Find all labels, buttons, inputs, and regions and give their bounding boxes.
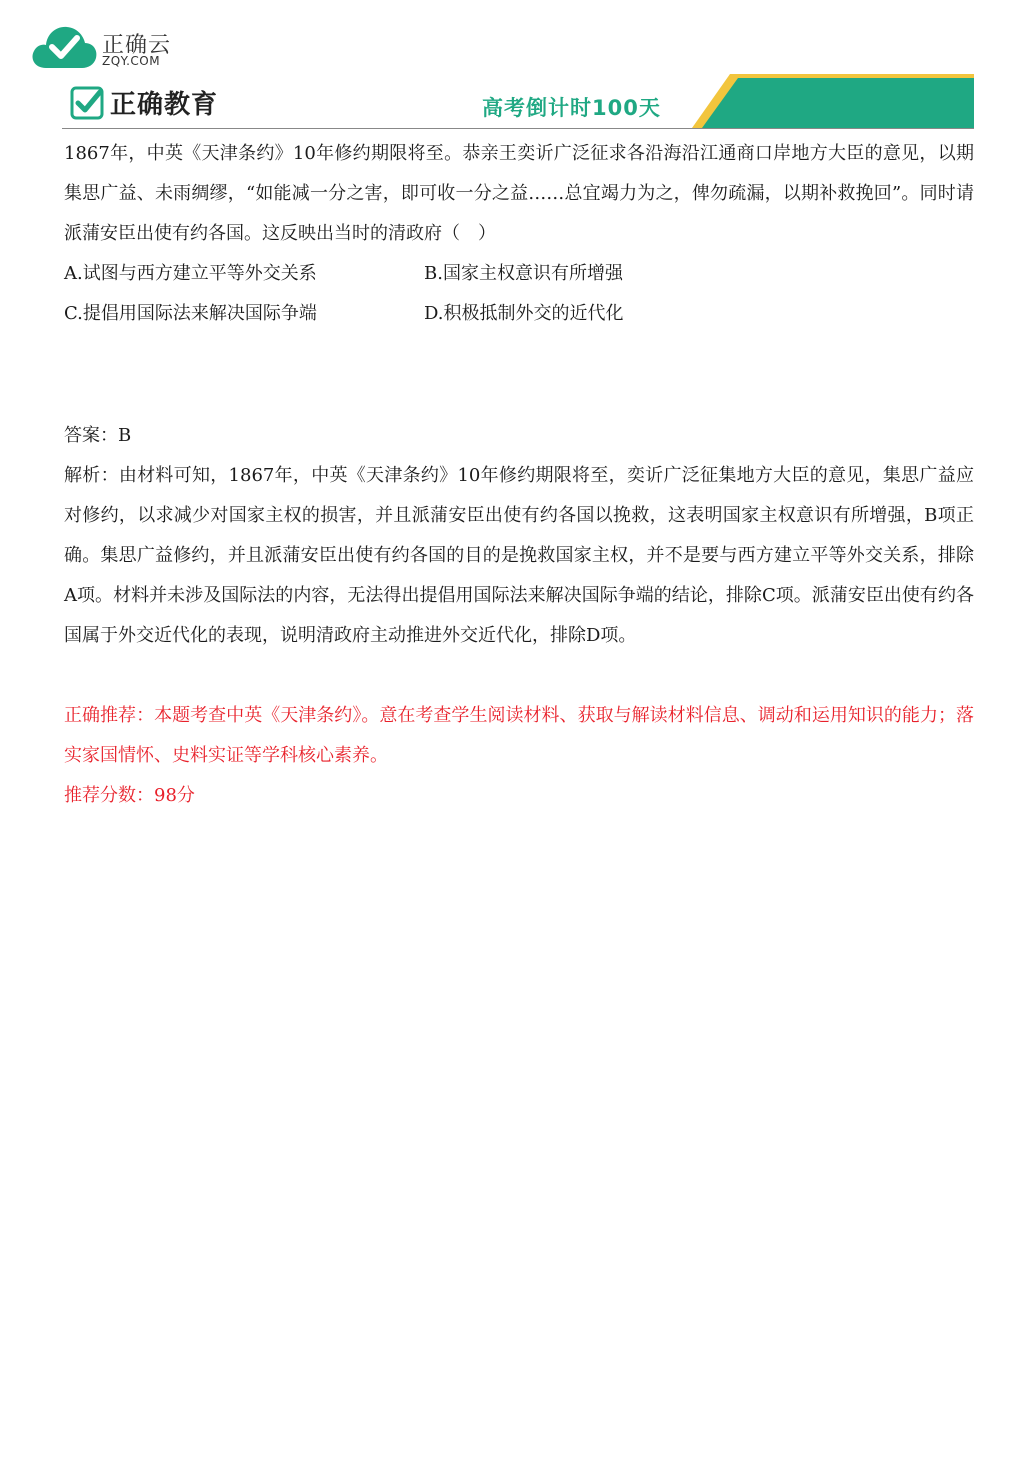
- option-c: C.提倡用国际法来解决国际争端: [64, 303, 317, 324]
- recommendation-score: 推荐分数：98分: [64, 785, 195, 806]
- daily-banner-text: 每日一题: [715, 17, 839, 48]
- brand-name-en: ZQY.COM: [102, 54, 161, 68]
- header-bar: [62, 74, 974, 130]
- question-content: [64, 134, 974, 816]
- edu-title: 正确教育: [110, 90, 219, 120]
- option-b: B.国家主权意识有所增强: [424, 263, 623, 284]
- answer: 答案：B: [64, 425, 132, 446]
- option-d: D.积极抵制外交的近代化: [424, 303, 624, 324]
- countdown-label: 高考倒计时100天: [482, 96, 661, 120]
- header-divider: [62, 128, 974, 129]
- recommendation-text: 正确推荐：本题考查中英《天津条约》。意在考查学生阅读材料、获取与解读材料信息、调动和运用知识的能力；落实家国情怀、史料实证等学科核心素养。: [64, 705, 974, 766]
- analysis: 解析：由材料可知，1867年，中英《天津条约》10年修约期限将至，奕䜣广泛征集地方大臣的意见，集思广益应对修约，以求减少对国家主权的损害，并且派蒲安臣出使有约各国以挽救，这表明国家主权意识有所增强，B项正确。集思广益修约，并且派蒲安臣出使有约各国的目的是挽救国家主权，并不是要与西方建立平等外交关系，排除A项。材料并未涉及国际法的内容，无法得出提倡用国际法来解决国际争端的结论，排除C项。派蒲安臣出使有约各国属于外交近代化的表现，说明清政府主动推进外交近代化，排除D项。: [64, 465, 974, 646]
- zqy-logo: [30, 22, 180, 74]
- brand-name-cn: 正确云: [102, 33, 172, 58]
- cloud-check-icon: [30, 22, 98, 72]
- question-stem: 1867年，中英《天津条约》10年修约期限将至。恭亲王奕䜣广泛征求各沿海沿江通商口岸地方大臣的意见，以期集思广益、未雨绸缪，“如能减一分之害，即可收一分之益……总宜竭力为之，俾勿疏漏，以期补救挽回”。同时请派蒲安臣出使有约各国。这反映出当时的清政府（ ）: [64, 143, 974, 244]
- daily-banner-shape: [692, 74, 974, 128]
- options-group: [64, 254, 974, 336]
- option-a: A.试图与西方建立平等外交关系: [64, 263, 317, 284]
- checkbox-icon: [70, 86, 104, 120]
